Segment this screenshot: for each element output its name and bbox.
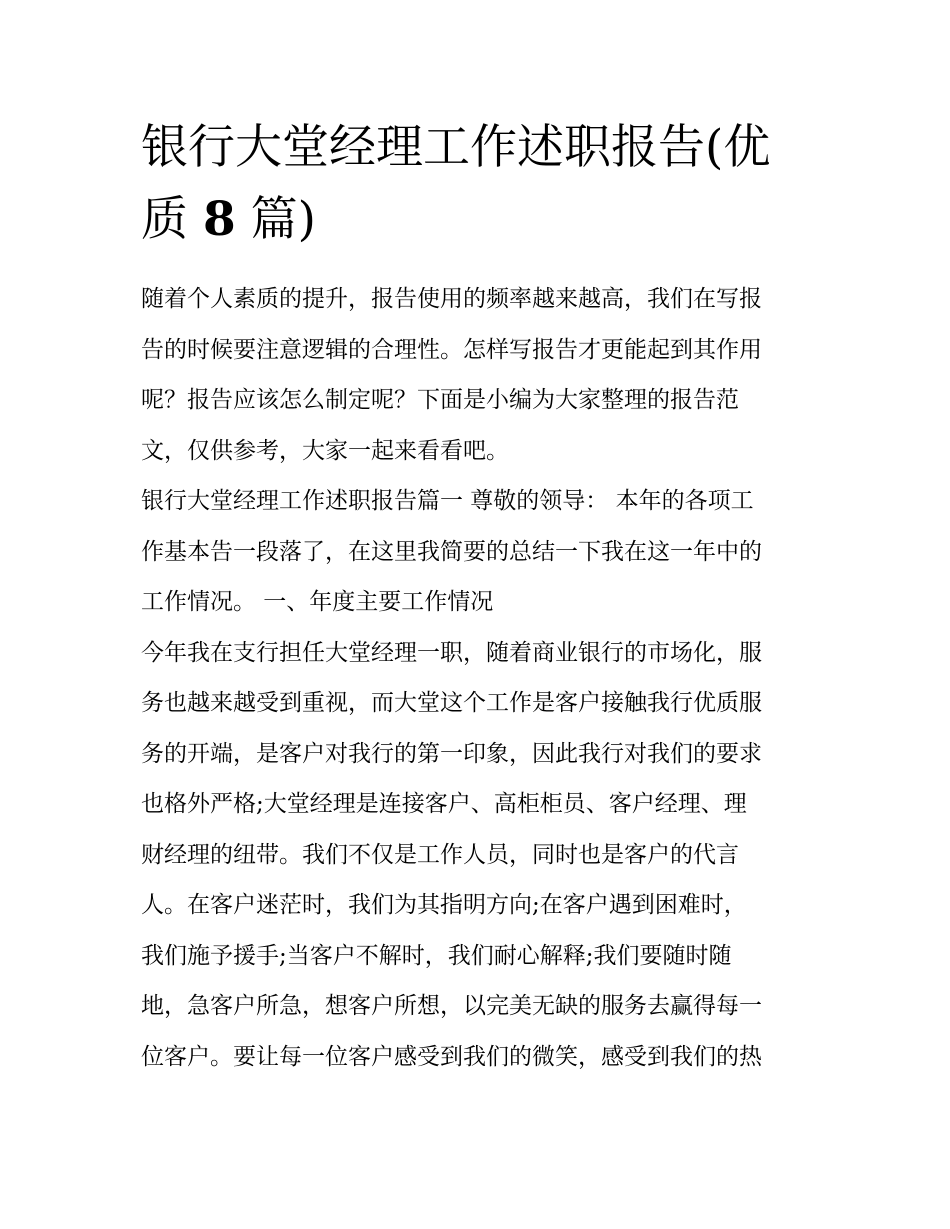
text-line: 工作情况。 一、年度主要工作情况 <box>141 589 494 615</box>
paragraph-section-one <box>141 476 811 628</box>
text-line: 人。在客户迷茫时，我们为其指明方向;在客户遇到困难时， <box>141 892 747 918</box>
text-line: 我们施予援手;当客户不解时，我们耐心解释;我们要随时随 <box>141 942 732 969</box>
text-line: 告的时候要注意逻辑的合理性。怎样写报告才更能起到其作用 <box>141 336 762 363</box>
title-line-1: 银行大堂经理工作述职报告(优 <box>141 120 771 175</box>
text-line: 务的开端，是客户对我行的第一印象，因此我行对我们的要求 <box>141 740 762 767</box>
title-number: 8 <box>202 192 236 247</box>
paragraph-intro <box>141 274 811 476</box>
paragraph-main <box>141 628 811 1083</box>
document-content <box>141 112 811 1082</box>
title-part-a: 质 <box>141 192 203 247</box>
title-part-b: 篇) <box>235 192 316 247</box>
text-line: 文，仅供参考，大家一起来看看吧。 <box>141 437 509 464</box>
title-line-2 <box>141 184 811 256</box>
text-line: 也格外严格;大堂经理是连接客户、高柜柜员、客户经理、理 <box>141 791 747 817</box>
text-line: 随着个人素质的提升，报告使用的频率越来越高，我们在写报 <box>141 286 762 312</box>
text-line: 作基本告一段落了，在这里我简要的总结一下我在这一年中的 <box>141 538 762 565</box>
text-line: 务也越来越受到重视，而大堂这个工作是客户接触我行优质服 <box>141 690 762 716</box>
document-title <box>141 112 811 256</box>
text-line: 银行大堂经理工作述职报告篇一 尊敬的领导： 本年的各项工 <box>141 488 754 514</box>
text-line: 呢？报告应该怎么制定呢？下面是小编为大家整理的报告范 <box>141 387 739 413</box>
text-line: 地，急客户所急，想客户所想，以完美无缺的服务去赢得每一 <box>141 993 762 1019</box>
text-line: 财经理的纽带。我们不仅是工作人员，同时也是客户的代言 <box>141 841 739 868</box>
text-line: 位客户。要让每一位客户感受到我们的微笑，感受到我们的热 <box>141 1043 762 1070</box>
text-line: 今年我在支行担任大堂经理一职，随着商业银行的市场化，服 <box>141 639 762 666</box>
